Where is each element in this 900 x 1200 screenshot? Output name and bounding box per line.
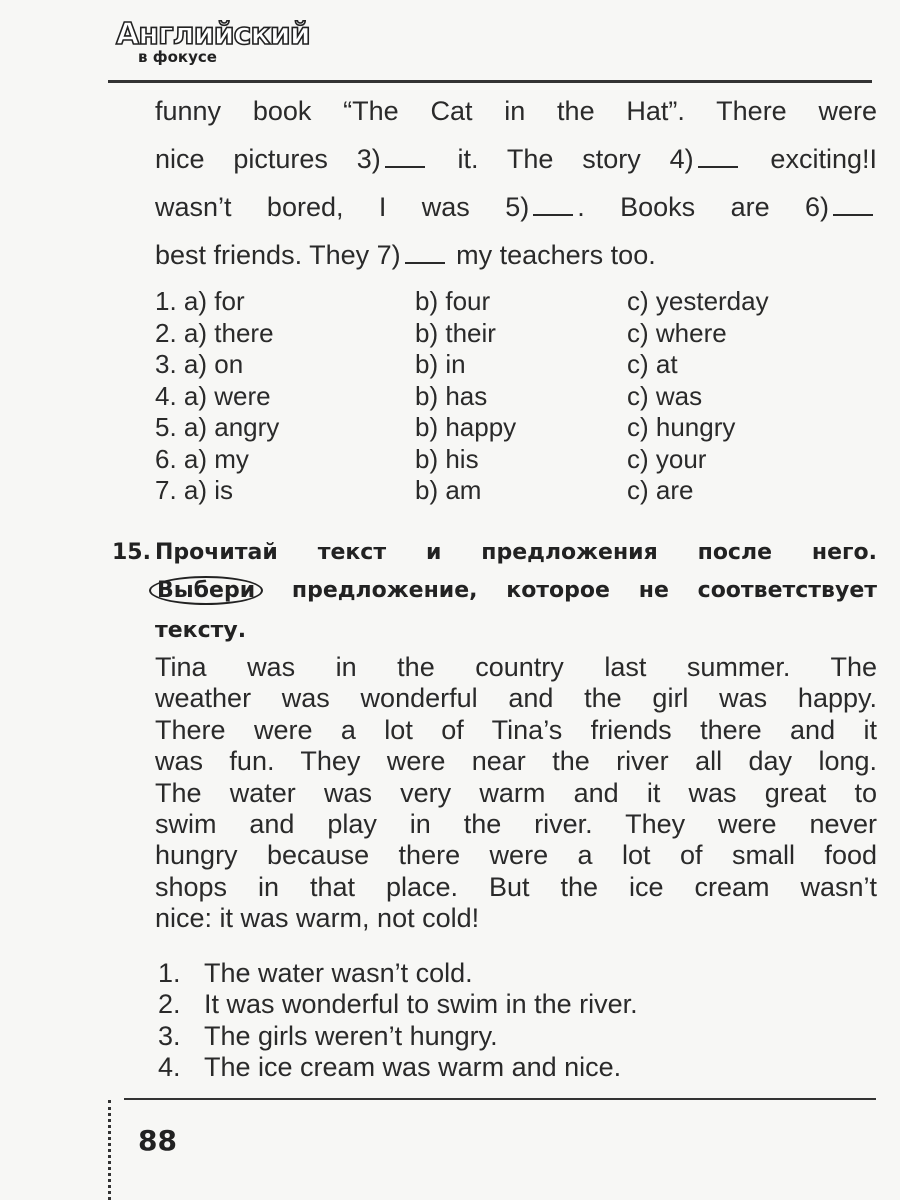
passage-line: nice pictures 3) it. The story 4) exciting!I (155, 144, 877, 174)
option-b: b) am (415, 475, 482, 505)
logo (116, 18, 310, 66)
passage-line: best friends. They 7) my teachers too. (155, 240, 656, 270)
story-line: nice: it was warm, not cold! (155, 903, 480, 934)
page-number: 88 (138, 1124, 177, 1157)
option-row: 3. a) on b) in c) at (155, 349, 678, 379)
option-row: 4. a) were b) has c) was (155, 380, 703, 411)
option-row: 1. a) for b) four c) yesterday (155, 286, 769, 316)
option-b: b) in (415, 349, 466, 379)
story-text (155, 652, 877, 935)
statement: 2. It was wonderful to swim in the river. (158, 989, 638, 1020)
statement: 4. The ice cream was warm and nice. (158, 1051, 622, 1082)
passage-line: wasn’t bored, I was 5) . Books are 6) (155, 192, 877, 223)
task-instruction-line: Прочитай текст и предложения после него. (155, 540, 877, 565)
option-b: b) their (415, 317, 496, 348)
answer-blank (533, 196, 573, 216)
margin-dots (108, 1100, 111, 1200)
option-c: c) at (627, 349, 678, 379)
option-c: c) hungry (627, 412, 736, 442)
story-line: There were a lot of Tina’s friends there and it (155, 714, 877, 745)
option-row: 5. a) angry b) happy c) hungry (155, 412, 736, 442)
option-c: c) where (627, 317, 727, 348)
statement: 1. The water wasn’t cold. (158, 958, 473, 988)
option-row: 2. a) there b) their c) where (155, 317, 727, 348)
option-row: 6. a) my b) his c) your (155, 443, 707, 474)
option-c: c) yesterday (627, 286, 769, 316)
option-row: 7. a) is b) am c) are (155, 475, 694, 505)
option-c: c) your (627, 443, 707, 474)
answer-blank (405, 244, 445, 264)
task-instruction-line: тексту. (155, 618, 247, 643)
logo-subtitle: в фокусе (138, 48, 217, 66)
circled-word: Выбери (149, 576, 263, 605)
task-instruction-line: Выбери предложение, которое не соответствует (155, 578, 877, 603)
statements-list (158, 958, 858, 1083)
story-line: swim and play in the river. They were never (155, 808, 877, 839)
story-line: shops in that place. But the ice cream wasn’t (155, 871, 877, 902)
option-b: b) his (415, 443, 479, 474)
passage-line: funny book “The Cat in the Hat”. There were (155, 96, 877, 126)
answer-blank (698, 148, 738, 168)
option-b: b) happy (415, 412, 517, 442)
statement: 3. The girls weren’t hungry. (158, 1020, 498, 1051)
story-line: hungry because there were a lot of small food (155, 840, 877, 871)
footer-rule (124, 1098, 876, 1100)
option-c: c) was (627, 380, 703, 411)
option-c: c) are (627, 475, 694, 505)
story-line: Tina was in the country last summer. The (155, 652, 877, 682)
answer-blank (833, 196, 873, 216)
logo-title: Английский (116, 17, 310, 52)
answer-blank (385, 148, 425, 168)
option-b: b) has (415, 380, 488, 411)
story-line: weather was wonderful and the girl was happy. (155, 683, 877, 714)
header-rule (108, 80, 872, 83)
options-list (155, 286, 855, 507)
story-line: was fun. They were near the river all day long. (155, 746, 877, 777)
option-b: b) four (415, 286, 491, 316)
task-number: 15. (112, 540, 151, 565)
story-line: The water was very warm and it was great to (155, 777, 877, 808)
